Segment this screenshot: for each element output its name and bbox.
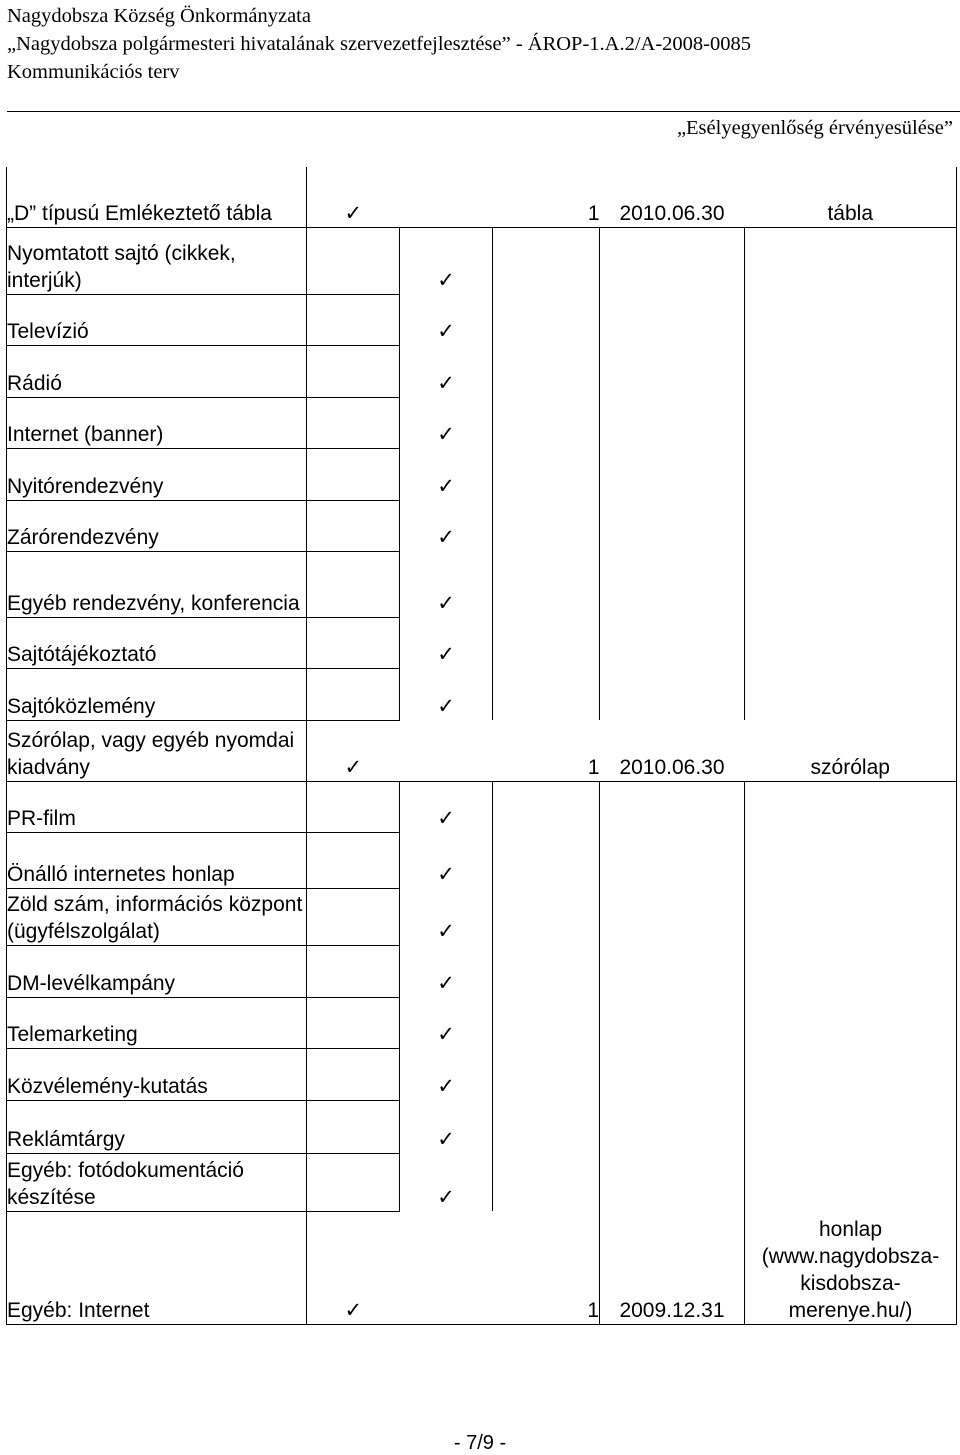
table-row [7, 1100, 957, 1153]
empty-cell [493, 294, 600, 345]
table-row [7, 345, 957, 397]
empty-cell [745, 888, 957, 945]
count-cell: 1 [493, 167, 600, 227]
empty-cell [600, 551, 745, 617]
empty-cell [307, 294, 400, 345]
date-cell: 2010.06.30 [600, 167, 745, 227]
check-icon: ✓ [400, 500, 493, 551]
empty-cell [600, 1048, 745, 1100]
empty-cell [493, 1100, 600, 1153]
empty-cell [307, 397, 400, 448]
empty-cell [745, 781, 957, 832]
empty-cell [745, 448, 957, 500]
table-row [7, 945, 957, 997]
empty-cell [307, 1100, 400, 1153]
table-row [7, 1211, 957, 1324]
tool-label: Szórólap, vagy egyéb nyomdai kiadvány [7, 720, 307, 781]
empty-cell [307, 781, 400, 832]
tool-label: Nyitórendezvény [7, 448, 307, 500]
empty-cell [307, 227, 400, 294]
empty-cell [600, 832, 745, 888]
empty-cell [745, 500, 957, 551]
empty-cell [745, 832, 957, 888]
empty-cell [493, 668, 600, 720]
tool-label: Televízió [7, 294, 307, 345]
empty-cell [493, 781, 600, 832]
empty-cell [493, 448, 600, 500]
table-row [7, 294, 957, 345]
empty-cell [600, 448, 745, 500]
tool-label: Egyéb rendezvény, konferencia [7, 551, 307, 617]
check-icon: ✓ [400, 1048, 493, 1100]
tool-label: Önálló internetes honlap [7, 832, 307, 888]
table-row [7, 997, 957, 1048]
empty-cell [745, 1048, 957, 1100]
empty-cell [600, 781, 745, 832]
table-row [7, 1048, 957, 1100]
tool-label: Zárórendezvény [7, 500, 307, 551]
date-cell: 2009.12.31 [600, 1211, 745, 1324]
empty-cell [745, 345, 957, 397]
empty-cell [600, 345, 745, 397]
table-row [7, 227, 957, 294]
document-header [7, 2, 953, 86]
empty-cell [307, 1153, 400, 1211]
empty-cell [600, 500, 745, 551]
empty-cell [745, 617, 957, 668]
empty-cell [600, 397, 745, 448]
tool-label: Reklámtárgy [7, 1100, 307, 1153]
empty-cell [400, 720, 493, 781]
tool-label: Közvélemény-kutatás [7, 1048, 307, 1100]
note-cell: szórólap [745, 720, 957, 781]
check-icon: ✓ [400, 1100, 493, 1153]
check-icon: ✓ [400, 668, 493, 720]
header-organization: Nagydobsza Község Önkormányzata [7, 5, 311, 27]
empty-cell [600, 617, 745, 668]
header-document-title: Kommunikációs terv [7, 61, 180, 83]
empty-cell [745, 227, 957, 294]
tool-label: Egyéb: fotódokumentáció készítése [7, 1153, 307, 1211]
check-icon: ✓ [400, 345, 493, 397]
section-title: „Esélyegyenlőség érvényesülése” [676, 117, 953, 139]
table-row [7, 167, 957, 227]
empty-cell [600, 945, 745, 997]
empty-cell [493, 397, 600, 448]
check-icon: ✓ [400, 617, 493, 668]
empty-cell [493, 1048, 600, 1100]
table-row [7, 668, 957, 720]
check-icon: ✓ [307, 1211, 400, 1324]
header-divider [7, 111, 960, 112]
empty-cell [307, 945, 400, 997]
table-row [7, 781, 957, 832]
empty-cell [745, 294, 957, 345]
tool-label: Telemarketing [7, 997, 307, 1048]
check-icon: ✓ [307, 720, 400, 781]
table-row [7, 551, 957, 617]
empty-cell [600, 888, 745, 945]
table-row [7, 397, 957, 448]
empty-cell [600, 1100, 745, 1153]
tool-label: „D” típusú Emlékeztető tábla [7, 167, 307, 227]
check-icon: ✓ [400, 448, 493, 500]
empty-cell [493, 1153, 600, 1211]
table-row [7, 720, 957, 781]
empty-cell [493, 832, 600, 888]
check-icon: ✓ [307, 167, 400, 227]
check-icon: ✓ [400, 945, 493, 997]
empty-cell [493, 500, 600, 551]
tool-label: DM-levélkampány [7, 945, 307, 997]
empty-cell [307, 1048, 400, 1100]
empty-cell [307, 448, 400, 500]
empty-cell [600, 227, 745, 294]
empty-cell [745, 1153, 957, 1211]
check-icon: ✓ [400, 781, 493, 832]
empty-cell [600, 1153, 745, 1211]
empty-cell [400, 167, 493, 227]
tool-label: PR-film [7, 781, 307, 832]
table-row [7, 617, 957, 668]
count-cell: 1 [493, 1211, 600, 1324]
empty-cell [493, 345, 600, 397]
table-row [7, 448, 957, 500]
tool-label: Zöld szám, információs központ (ügyfélszolgálat) [7, 888, 307, 945]
check-icon: ✓ [400, 551, 493, 617]
tool-label: Egyéb: Internet [7, 1211, 307, 1324]
empty-cell [400, 1211, 493, 1324]
page-number: - 7/9 - [453, 1432, 507, 1454]
check-icon: ✓ [400, 888, 493, 945]
tool-label: Internet (banner) [7, 397, 307, 448]
check-icon: ✓ [400, 294, 493, 345]
header-project-title: „Nagydobsza polgármesteri hivatalának szervezetfejlesztése” - ÁROP-1.A.2/A-2008-0085 [7, 33, 751, 55]
empty-cell [307, 551, 400, 617]
check-icon: ✓ [400, 1153, 493, 1211]
empty-cell [307, 617, 400, 668]
empty-cell [307, 345, 400, 397]
check-icon: ✓ [400, 397, 493, 448]
empty-cell [745, 397, 957, 448]
empty-cell [745, 551, 957, 617]
tool-label: Sajtótájékoztató [7, 617, 307, 668]
table-row [7, 832, 957, 888]
empty-cell [745, 945, 957, 997]
empty-cell [600, 997, 745, 1048]
check-icon: ✓ [400, 832, 493, 888]
empty-cell [307, 832, 400, 888]
empty-cell [600, 668, 745, 720]
empty-cell [493, 551, 600, 617]
empty-cell [745, 997, 957, 1048]
table-row [7, 888, 957, 945]
check-icon: ✓ [400, 997, 493, 1048]
empty-cell [493, 945, 600, 997]
empty-cell [307, 668, 400, 720]
empty-cell [745, 1100, 957, 1153]
empty-cell [745, 668, 957, 720]
communication-tools-table [6, 167, 957, 1325]
note-cell: honlap (www.nagydobsza-kisdobsza-merenye.hu/) [745, 1211, 957, 1324]
empty-cell [493, 617, 600, 668]
empty-cell [307, 888, 400, 945]
table-row [7, 1153, 957, 1211]
date-cell: 2010.06.30 [600, 720, 745, 781]
tool-label: Nyomtatott sajtó (cikkek, interjúk) [7, 227, 307, 294]
empty-cell [600, 294, 745, 345]
empty-cell [493, 888, 600, 945]
check-icon: ✓ [400, 227, 493, 294]
note-cell: tábla [745, 167, 957, 227]
tool-label: Rádió [7, 345, 307, 397]
count-cell: 1 [493, 720, 600, 781]
empty-cell [493, 997, 600, 1048]
empty-cell [493, 227, 600, 294]
table-row [7, 500, 957, 551]
empty-cell [307, 500, 400, 551]
empty-cell [307, 997, 400, 1048]
tool-label: Sajtóközlemény [7, 668, 307, 720]
